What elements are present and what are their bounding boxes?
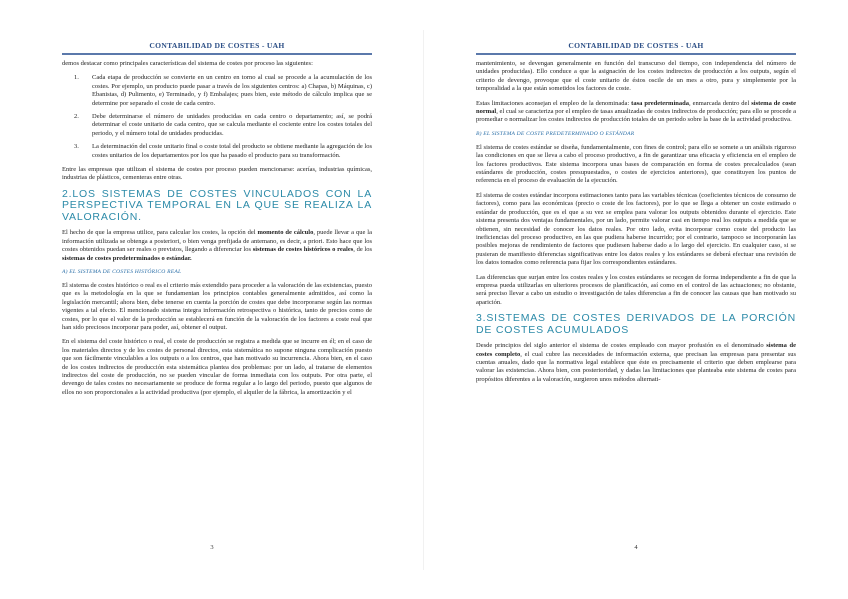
section-title-3: 3.SISTEMAS DE COSTES DERIVADOS DE LA PORCIÓN DE COSTES ACUMULADOS	[476, 312, 796, 336]
continuation-paragraph: mantenimiento, se devengan generalmente en función del transcurso del tiempo, con independencia del número de unidades producidas). Ello conduce a que la asignación de los costes indirectos de producción a los outputs, según el criterio de devengo, provoque que el coste unitario de éstos oscile de un mes a otro, pura y simplemente por la temporalidad a la que están sometidos los factores de coste.	[476, 60, 796, 93]
list-item-text: La determinación del coste unitario final o coste total del producto se obtiene mediante la agregación de los costes unitarios de los departamentos por los que ha pasado el producto para su transformación.	[92, 143, 372, 159]
bold-term: sistemas de costes predeterminados o estándar.	[62, 254, 192, 262]
text-run: Estas limitaciones aconsejan el empleo de la denominada:	[476, 99, 632, 107]
text-run: , enmarcada dentro del	[689, 99, 752, 107]
standard-paragraph-1: El sistema de costes estándar se diseña, fundamentalmente, con fines de control; para ello se somete a un análisis riguroso las condiciones en que se lleva a cabo el proceso productivo, a fin de garantizar una eficacia y eficiencia en el empleo de los factores productivos. Este sistema incorpora unas bases de comparación en forma de costes precalculados (sean estándares de producción, costes presupuestados, o costes de ejercicios anteriores), que constituyen los puntos de referencia en el proceso de evaluación de la ejecución.	[476, 143, 796, 185]
page-number: 3	[210, 544, 214, 551]
intro-paragraph: demos destacar como principales características del sistema de costes por proceso las siguientes:	[62, 60, 313, 67]
bold-term: sistema de costes completo	[476, 342, 796, 358]
historic-paragraph-2: En el sistema del coste histórico o real, el coste de producción se registra a medida que se incurre en él; en el caso de los materiales directos y de los costes de personal directos, esta sistemática no supone ninguna complicación puesto que son fácilmente vinculables a los outputs o a los centros, que han motivado su incurrencia. Ahora bien, en el caso de los costes indirectos de producción esta sistemática plantea dos problemas: por un lado, al tratarse de elementos indirectos del coste de producción, no se pueden vincular de forma inmediata con los outputs. Por otra parte, el devengo de tales costes no necesariamente se produce de forma regular a lo largo del periodo, puesto que algunos de ellos no son proporcionales a la actividad productiva (por ejemplo, el alquiler de la fábrica, la amortización y el	[62, 338, 372, 396]
list-item-number: 3.	[74, 143, 79, 151]
running-header: CONTABILIDAD DE COSTES - UAH	[149, 41, 285, 50]
bold-term: momento de cálculo	[257, 229, 314, 237]
bold-term: sistema de coste normal	[476, 99, 796, 116]
standard-paragraph-3: Las diferencias que surjan entre los costes reales y los costes estándares se recogen de forma independiente a fin de que la empresa pueda utilizarlas en ulteriores procesos de planificación, así como en el control de las actuaciones; no obstante, será preciso llevar a cabo un estudio o investigación de tales diferencias a fin de conocer las causas que han motivado su aparición.	[476, 273, 796, 306]
historic-paragraph-1: El sistema de costes histórico o real es el criterio más extendido para proceder a la valoración de las existencias, puesto que es la metodología en la que se fundamentan los principios contables generalmente admitidos, así como la legislación mercantil; ahora bien, debe tenerse en cuenta la porción de costes que debe incorporarse según las normas vigentes a tal efecto. El mencionado sistema integra información retrospectiva o histórica, tanto de precios como de costes, por lo que el valor de la producción se establecerá en función de la valoración de los factores a coste real que han sido preciosos incorporar para poder, así, obtener el output.	[62, 282, 372, 332]
calc-moment-paragraph	[62, 229, 372, 263]
characteristics-list	[62, 74, 372, 160]
limitations-paragraph	[476, 100, 796, 125]
standard-paragraph-2: El sistema de costes estándar incorpora estimaciones tanto para las variables técnicas (coeficientes técnicos de consumo de factores), como para las económicas (precio o coste de los factores), por lo que se llega a obtener un coste estimado o estándar de producción, que es el que a su vez se emplea para valorar los outputs obtenidos durante el ejercicio. Este sistema presenta dos ventajas fundamentales, por un lado, permite valorar casi en tiempo real los outputs a medida que se obtienen, sin necesidad de conocer los datos reales. Por otro lado, evita incorporar como coste del producto las ineficiencias del proceso productivo, en las que pudiera haberse incurrido; por el contrario, tampoco se incorporarán las posibles mejoras de rendimiento de factores que pudiesen haberse dado a lo largo del ejercicio. En cualquier caso, si se pusieran de manifiesto diferencias significativas entre los datos reales y los estándares se deberá efectuar una revisión de los datos tomados como referencia para fijar los correspondientes estándares.	[476, 191, 796, 267]
running-header: CONTABILIDAD DE COSTES - UAH	[568, 41, 704, 50]
text-run: , puede llevar a que la información utilizada se obtenga a posteriori, o bien venga prefijada de antemano, es decir, a priori. Esto hace que los costes obtenidos puedan ser reales o previstos, llegando a diferenciar los	[62, 229, 372, 254]
page-number: 4	[634, 544, 638, 551]
enterprises-paragraph: Entre las empresas que utilizan el sistema de costes por proceso pueden mencionarse: acerías, industrias químicas, industrias de plásticos, cementeras entre otras.	[62, 166, 372, 182]
list-item	[62, 143, 372, 160]
list-item-number: 2.	[74, 113, 79, 121]
text-run: , el cual se caracteriza por el empleo de tasas anualizadas de costes indirectos de producción; para ello se procede a promediar o normalizar los costes indirectos de producción totales de un periodo sobre la base de la actividad productiva.	[476, 108, 796, 124]
text-run: , de los	[353, 246, 372, 254]
list-item	[62, 113, 372, 138]
subsection-title-a: A) EL SISTEMA DE COSTES HISTÓRICO REAL	[62, 269, 182, 275]
text-run: El hecho de que la empresa utilice, para calcular los costes, la opción del	[62, 229, 258, 237]
subsection-title-b: B) EL SISTEMA DE COSTE PREDETERMINADO O ESTÁNDAR	[476, 130, 635, 137]
text-run: , el cual cubre las necesidades de información externa, que precisan las empresas para presentar sus cuentas anuales, dado que la normativa legal establece que éste es precisamente el criterio que deben emplearse para valorar las existencias. Ahora bien, con posterioridad, y dadas las limitaciones que planteaba este sistema de costes para propósitos diferentes a la valoración, surgieron unos métodos alternati-	[476, 350, 796, 383]
text-run: Desde principios del siglo anterior el sistema de costes empleado con mayor profusión es el denominado	[476, 342, 767, 350]
bold-term: tasa predeterminada	[631, 99, 689, 107]
full-cost-paragraph	[476, 342, 796, 384]
section-title-2: 2.LOS SISTEMAS DE COSTES VINCULADOS CON LA PERSPECTIVA TEMPORAL EN LA QUE SE REALIZA LA VALORACIÓN.	[62, 187, 372, 223]
page-4	[424, 0, 848, 599]
list-item	[62, 74, 372, 108]
header-rule	[62, 53, 372, 55]
list-item-number: 1.	[74, 74, 79, 82]
list-item-text: Debe determinarse el número de unidades producidas en cada centro o departamento; así, se podrá determinar el coste unitario de cada centro, que se calcula mediante el cociente entre los costes totales del periodo, y el número total de unidades producidas.	[92, 113, 372, 137]
header-rule	[476, 53, 796, 55]
list-item-text: Cada etapa de producción se convierte en un centro en torno al cual se procede a la acumulación de los costes. Por ejemplo, un producto puede pasar a través de los siguientes centros: a) Chapas, b) Máquinas, c) Ebanistas, d) Pulimento, e) Terminado, y f) Embalajes; pues bien, este método de cálculo implica que se determine por separado el coste de cada centro.	[92, 74, 372, 107]
bold-term: sistemas de costes históricos o reales	[252, 246, 354, 254]
